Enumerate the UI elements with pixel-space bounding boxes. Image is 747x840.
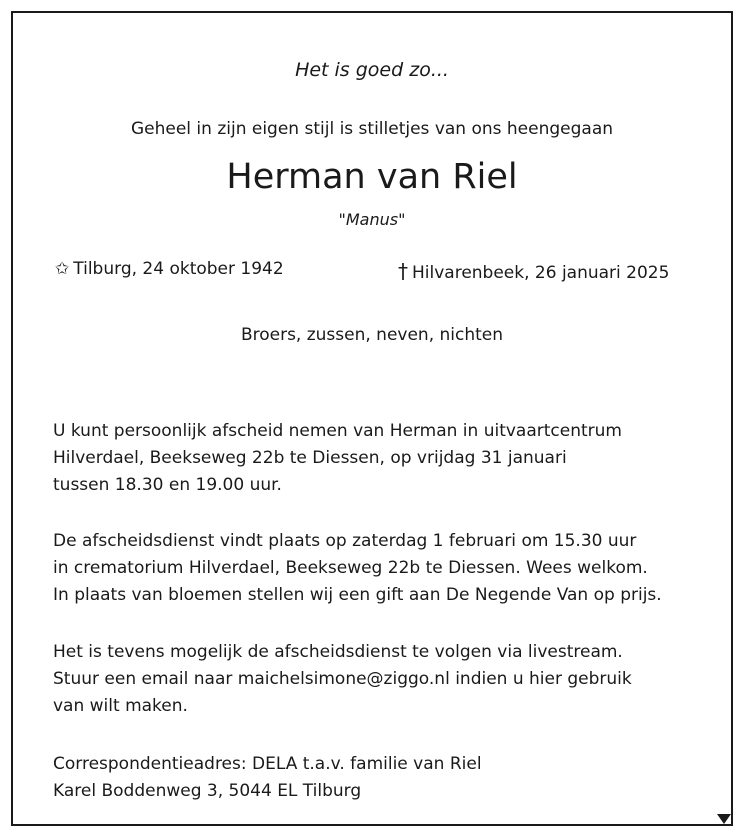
star-icon: ✩ (55, 259, 70, 279)
death-text: Hilvarenbeek, 26 januari 2025 (412, 263, 670, 283)
paragraph-line: Stuur een email naar maichelsimone@ziggo.nl indien u hier gebruik (53, 669, 632, 689)
paragraph-line: Hilverdael, Beekseweg 22b te Diessen, op vrijdag 31 januari (53, 448, 567, 468)
paragraph-line: Het is tevens mogelijk de afscheidsdienst te volgen via livestream. (53, 642, 623, 662)
paragraph-line: In plaats van bloemen stellen wij een gift aan De Negende Van op prijs. (53, 585, 662, 605)
announcement-frame (11, 11, 733, 826)
farewell-paragraph (53, 418, 715, 499)
paragraph-line: De afscheidsdienst vindt plaats op zaterdag 1 februari om 15.30 uur (53, 531, 637, 551)
birth-text: Tilburg, 24 oktober 1942 (73, 259, 284, 279)
cross-icon: † (398, 259, 408, 283)
paragraph-line: Correspondentieadres: DELA t.a.v. familie van Riel (53, 754, 482, 774)
deceased-name: Herman van Riel (226, 157, 518, 197)
motto: Het is goed zo... (295, 59, 449, 81)
correspondence-address (53, 751, 715, 805)
paragraph-line: in crematorium Hilverdael, Beekseweg 22b te Diessen. Wees welkom. (53, 558, 648, 578)
paragraph-line: Karel Boddenweg 3, 5044 EL Tilburg (53, 781, 362, 801)
paragraph-line: tussen 18.30 en 19.00 uur. (53, 475, 282, 495)
death-info (398, 259, 669, 283)
livestream-paragraph (53, 639, 715, 720)
paragraph-line: van wilt maken. (53, 696, 188, 716)
birth-info (55, 259, 284, 279)
relatives-line: Broers, zussen, neven, nichten (240, 325, 504, 345)
corner-arrow-icon (717, 814, 731, 824)
paragraph-line: U kunt persoonlijk afscheid nemen van Herman in uitvaartcentrum (53, 421, 622, 441)
nickname: "Manus" (338, 210, 406, 229)
service-paragraph (53, 528, 715, 609)
intro-text: Geheel in zijn eigen stijl is stilletjes van ons heengegaan (130, 119, 614, 139)
